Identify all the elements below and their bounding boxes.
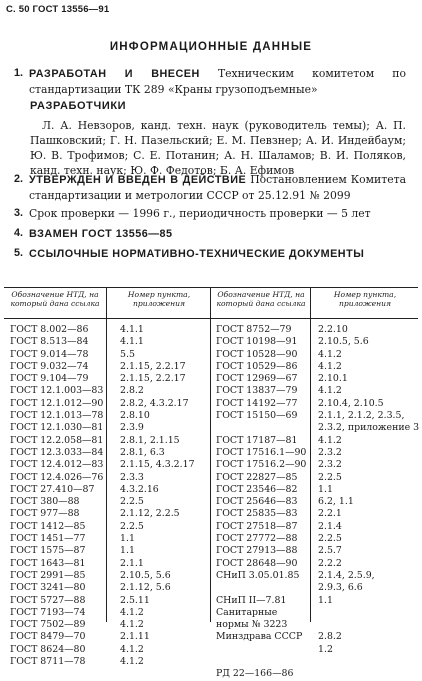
section-number: 5.	[14, 247, 24, 259]
table-cell	[216, 644, 308, 656]
table-cell: ГОСТ 8479—70	[10, 631, 86, 643]
table-cell: ГОСТ 7502—89	[10, 619, 86, 631]
table-cell: 1.1	[318, 483, 333, 495]
table-cell: 2.3.2	[318, 459, 342, 471]
table-cell: ГОСТ 17516.2—90	[216, 459, 307, 471]
table-cell: ГОСТ 12.2.058—81	[10, 434, 104, 446]
section-number: 1.	[14, 67, 24, 79]
table-cell: СНиП II—7.81	[216, 594, 287, 606]
table-cell: 6.2, 1.1	[318, 496, 354, 508]
table-cell: ГОСТ 27913—88	[216, 545, 298, 557]
section-number: 3.	[14, 207, 24, 219]
table-cell: ГОСТ 28648—90	[216, 557, 298, 569]
table-cell: 2.1.15, 2.2.17	[120, 360, 186, 372]
table-header-cell: Обозначение НТД, на который дана ссылка	[10, 290, 100, 308]
table-cell: ГОСТ 12.1.003—83	[10, 385, 104, 397]
table-cell: 2.2.5	[120, 520, 144, 532]
table-cell: 2.8.2	[120, 385, 144, 397]
table-cell: 5.5	[120, 348, 135, 360]
table-column-right-items	[318, 324, 420, 656]
table-cell: 4.1.1	[120, 336, 144, 348]
table-column-divider	[106, 287, 107, 622]
table-cell: 2.3.2, приложение 3	[318, 422, 420, 434]
table-cell: 4.1.2	[318, 360, 342, 372]
table-cell: ГОСТ 25835—83	[216, 508, 298, 520]
table-cell: 2.2.2	[318, 557, 342, 569]
table-cell: ГОСТ 14192—77	[216, 397, 298, 409]
table-cell: 4.1.2	[318, 434, 342, 446]
table-cell	[318, 619, 416, 631]
table-cell: ГОСТ 27.410—87	[10, 483, 95, 495]
table-cell: 2.8.2	[318, 631, 342, 643]
table-cell: 2.1.1	[120, 557, 144, 569]
table-header-rule	[4, 318, 418, 319]
table-cell: ГОСТ 8624—80	[10, 643, 86, 655]
table-cell: 4.1.2	[318, 348, 342, 360]
table-cell: ГОСТ 12969—67	[216, 373, 298, 385]
section-1	[14, 66, 406, 97]
table-cell: ГОСТ 380—88	[10, 496, 80, 508]
table-cell: ГОСТ 12.1.030—81	[10, 422, 104, 434]
table-column-divider	[310, 287, 311, 622]
section-3	[14, 206, 406, 221]
developers-text: Л. А. Невзоров, канд. техн. наук (руководитель темы); А. П. Пашковский; Г. Н. Пазельский; Е. М. Певзнер; А. И. Индейбаум; Ю. В. Трофимов; С. Е. Потанин; А. Н. Шаламов; В. И. Поляков, канд. техн. наук; Ю. Ф. Федотов; Б. А. Ефимов	[30, 119, 406, 177]
table-cell: 2.8.2, 4.3.2.17	[120, 397, 189, 409]
table-cell: 2.2.5	[120, 496, 144, 508]
page-header: С. 50 ГОСТ 13556—91	[6, 4, 110, 15]
table-cell: ГОСТ 17187—81	[216, 434, 298, 446]
table-cell: ГОСТ 12.3.033—84	[10, 446, 104, 458]
table-cell: ГОСТ 23546—82	[216, 483, 298, 495]
table-cell: ГОСТ 1643—81	[10, 557, 86, 569]
table-cell: ГОСТ 8752—79	[216, 324, 292, 335]
table-cell: ГОСТ 13837—79	[216, 385, 298, 397]
table-cell: ГОСТ 27518—87	[216, 520, 298, 532]
document-title: ИНФОРМАЦИОННЫЕ ДАННЫЕ	[109, 41, 313, 53]
table-cell: 2.1.12, 2.2.5	[120, 508, 180, 520]
section-5	[14, 246, 406, 262]
table-cell: 2.3.2	[318, 446, 342, 458]
table-cell: ГОСТ 10198—91	[216, 336, 298, 348]
table-cell: 1.1	[120, 545, 135, 557]
table-cell: 2.2.5	[318, 471, 342, 483]
table-top-rule	[4, 287, 418, 288]
table-cell	[216, 656, 308, 668]
table-column-right-docs	[216, 324, 308, 681]
table-cell: 4.1.1	[120, 324, 144, 335]
section-number: 4.	[14, 227, 24, 239]
table-cell: 4.3.2.16	[120, 483, 159, 495]
table-cell: 2.10.4, 2.10.5	[318, 397, 384, 409]
table-cell: 2.2.10	[318, 324, 348, 335]
table-cell: 2.8.1, 6.3	[120, 446, 165, 458]
table-cell: 2.1.4	[318, 520, 342, 532]
section-number: 2.	[14, 173, 24, 185]
section-text: Срок проверки — 1996 г., периодичность проверки — 5 лет	[29, 207, 371, 220]
table-cell: 2.10.5, 5.6	[120, 569, 171, 581]
table-cell: ГОСТ 7193—74	[10, 606, 86, 618]
table-cell: ГОСТ 17516.1—90	[216, 446, 307, 458]
table-cell: 1.2	[318, 643, 333, 655]
table-cell: ГОСТ 12.1.013—78	[10, 410, 104, 422]
table-cell: 2.1.15, 4.3.2.17	[120, 459, 195, 471]
table-cell: 2.1.4, 2.5.9,	[318, 569, 375, 581]
table-cell: 2.3.3	[120, 471, 144, 483]
table-cell	[216, 422, 308, 434]
table-cell: ГОСТ 27772—88	[216, 533, 298, 545]
table-header-cell: Номер пункта, приложения	[127, 290, 191, 308]
table-column-left-docs	[10, 324, 104, 668]
table-cell: 2.1.11	[120, 631, 150, 643]
table-cell: ГОСТ 8.002—86	[10, 324, 89, 335]
section-4	[14, 226, 406, 242]
table-column-divider	[210, 287, 211, 622]
table-cell: 2.10.1	[318, 373, 348, 385]
section-heading: УТВЕРЖДЕН И ВВЕДЕН В ДЕЙСТВИЕ	[29, 174, 247, 186]
table-cell: 2.8.1, 2.1.15	[120, 434, 180, 446]
table-cell: ГОСТ 2991—85	[10, 569, 86, 581]
table-cell: 4.1.2	[120, 606, 144, 618]
section-text: Техническим комитетом по стандартизации ТК 289 «Краны грузоподъемные»	[29, 67, 406, 96]
table-cell: ГОСТ 9.104—79	[10, 373, 89, 385]
table-cell: ГОСТ 25646—83	[216, 496, 298, 508]
table-cell: ГОСТ 15150—69	[216, 410, 298, 422]
section-heading: РАЗРАБОТАН И ВНЕСЕН	[29, 68, 200, 80]
section-heading: ССЫЛОЧНЫЕ НОРМАТИВНО-ТЕХНИЧЕСКИЕ ДОКУМЕНТЫ	[29, 248, 365, 260]
table-cell: ГОСТ 8.513—84	[10, 336, 89, 348]
table-cell: 2.9.3, 6.6	[318, 582, 363, 594]
table-cell: 2.3.9	[120, 422, 144, 434]
table-cell: 2.1.1, 2.1.2, 2.3.5,	[318, 410, 405, 422]
table-cell	[318, 607, 416, 619]
table-cell: ГОСТ 1451—77	[10, 533, 86, 545]
table-cell: ГОСТ 1575—87	[10, 545, 86, 557]
table-cell: 4.1.2	[120, 643, 144, 655]
table-cell	[216, 582, 308, 594]
table-cell: ГОСТ 8711—78	[10, 656, 86, 668]
table-cell: Санитарные нормы № 3223 Минздрава СССР	[216, 606, 303, 643]
table-cell: ГОСТ 12.4.012—83	[10, 459, 104, 471]
table-cell: 4.1.2	[120, 619, 144, 631]
table-cell: ГОСТ 10528—90	[216, 348, 298, 360]
table-cell: 2.5.7	[318, 545, 342, 557]
table-cell: 2.5.11	[120, 594, 150, 606]
table-cell: ГОСТ 3241—80	[10, 582, 86, 594]
table-cell: ГОСТ 10529—86	[216, 360, 298, 372]
table-cell: 2.1.15, 2.2.17	[120, 373, 186, 385]
developers-heading: РАЗРАБОТЧИКИ	[30, 100, 127, 112]
section-2	[14, 172, 406, 203]
table-cell: 2.2.5	[318, 533, 342, 545]
table-cell: ГОСТ 22827—85	[216, 471, 298, 483]
table-cell: 1.1	[318, 594, 333, 606]
table-cell: 1.1	[120, 533, 135, 545]
table-cell: 2.8.10	[120, 410, 150, 422]
table-cell: ГОСТ 12.4.026—76	[10, 471, 104, 483]
table-cell: РД 22—166—86	[216, 668, 294, 680]
section-heading: ВЗАМЕН ГОСТ 13556—85	[29, 228, 173, 240]
section-text: Постановлением Комитета стандартизации и метрологии СССР от 25.12.91 № 2099	[29, 173, 407, 202]
table-cell: 2.2.1	[318, 508, 342, 520]
table-cell: ГОСТ 977—88	[10, 508, 80, 520]
table-header-cell: Обозначение НТД, на который дана ссылка	[216, 290, 306, 308]
table-cell: СНиП 3.05.01.85	[216, 569, 300, 581]
table-cell: 2.1.12, 5.6	[120, 582, 171, 594]
table-cell: ГОСТ 5727—88	[10, 594, 86, 606]
table-column-left-items	[120, 324, 208, 668]
table-header-cell: Номер пункта, приложения	[333, 290, 397, 308]
table-cell: 2.10.5, 5.6	[318, 336, 369, 348]
table-cell: ГОСТ 12.1.012—90	[10, 397, 104, 409]
table-cell: 4.1.2	[120, 656, 144, 668]
table-cell: ГОСТ 9.032—74	[10, 360, 89, 372]
table-cell: ГОСТ 9.014—78	[10, 348, 89, 360]
table-cell: ГОСТ 1412—85	[10, 520, 86, 532]
table-cell: 4.1.2	[318, 385, 342, 397]
